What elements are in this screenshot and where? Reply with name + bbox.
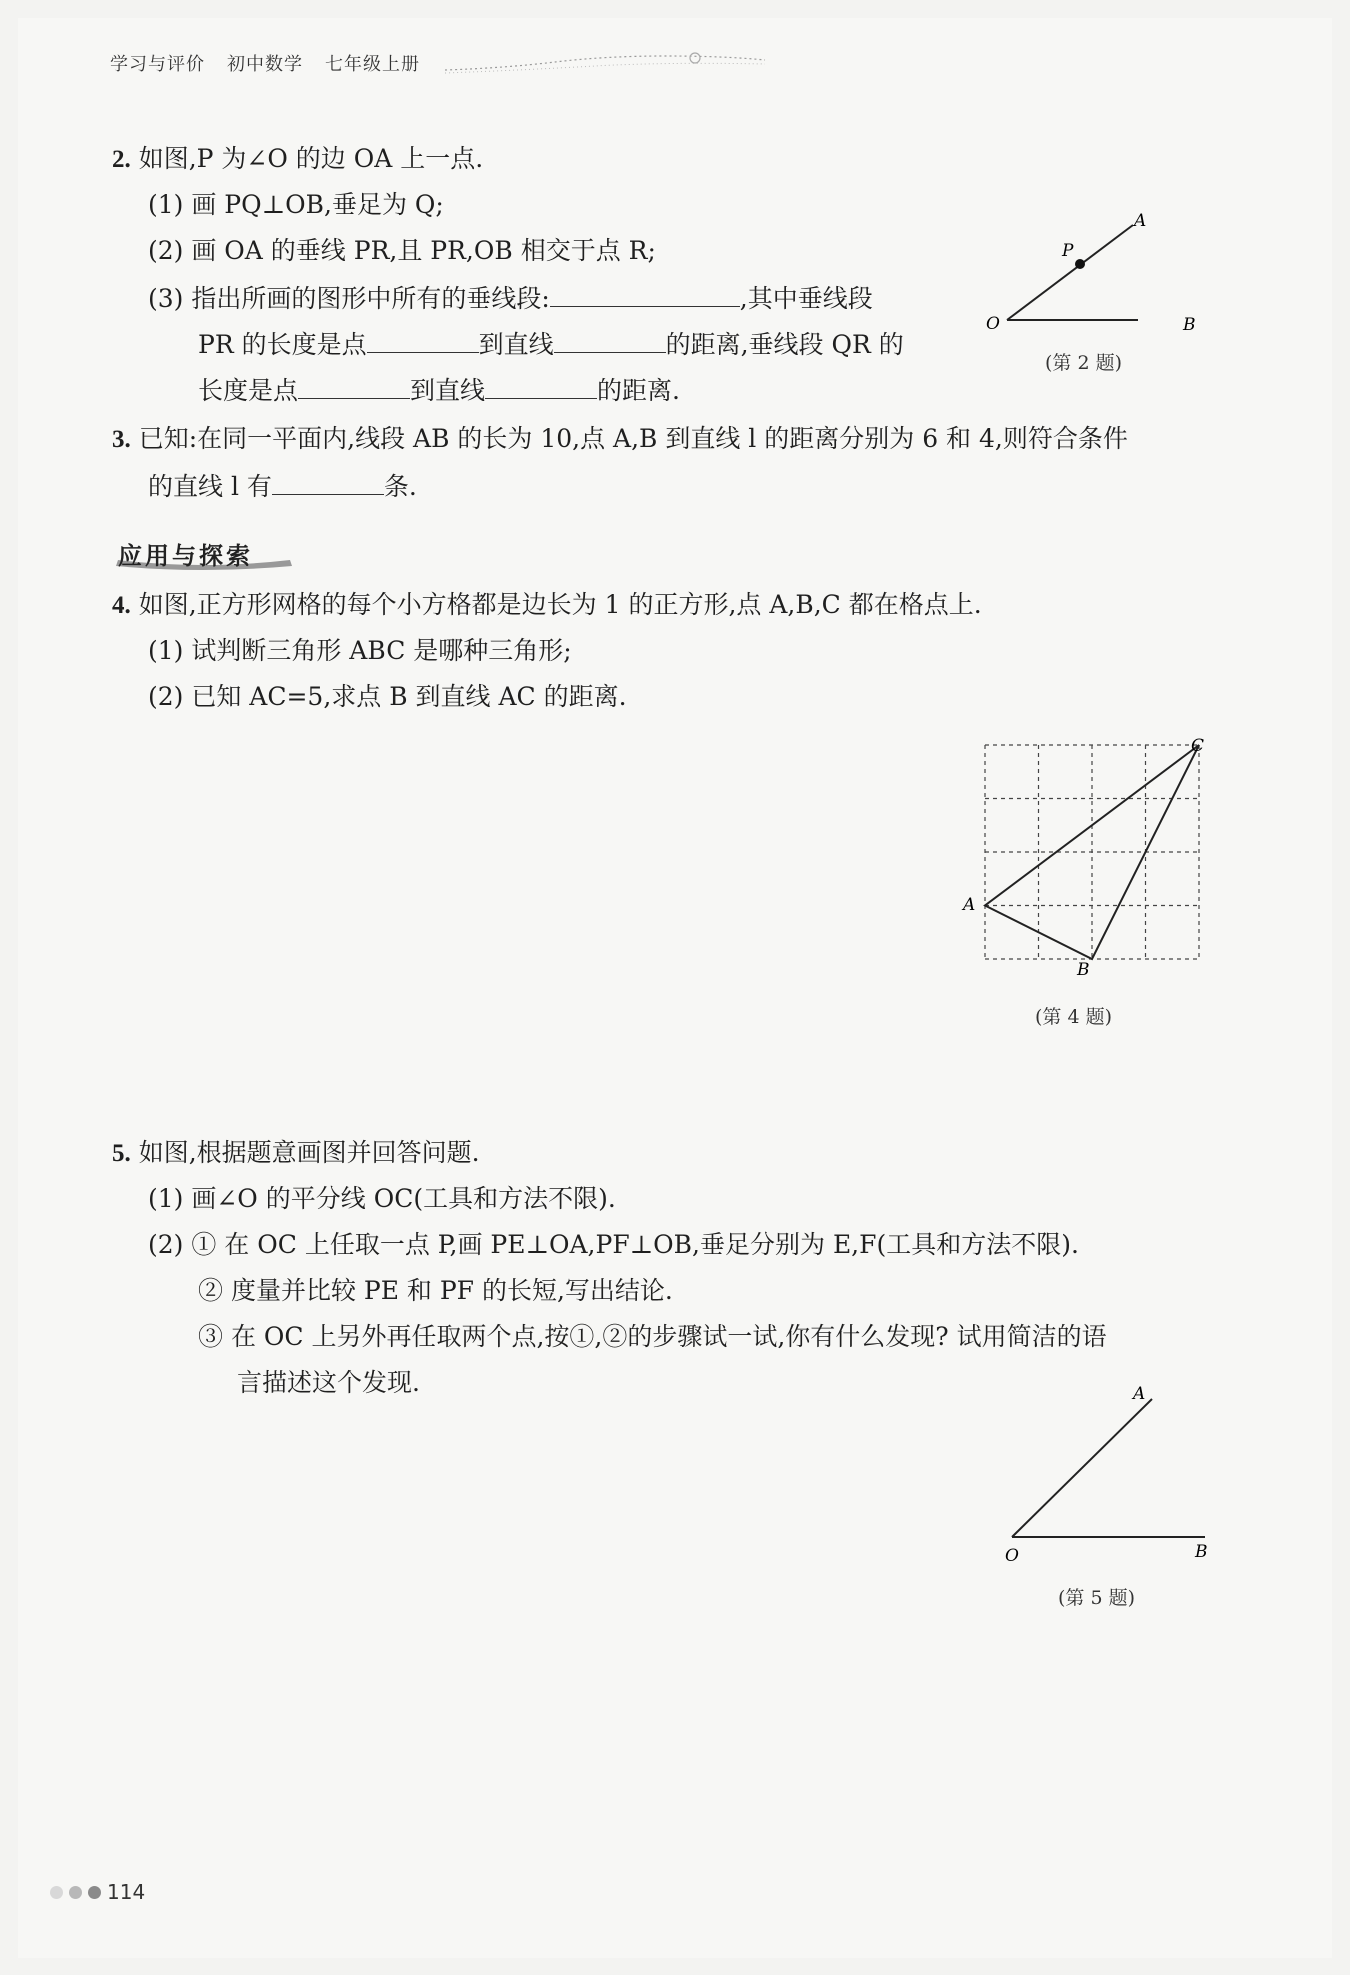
q2-part3-text-h: 的距离. — [597, 376, 680, 405]
q5-caption: (第 5 题) — [1058, 1587, 1135, 1609]
q2-part2: (2) 画 OA 的垂线 PR,且 PR,OB 相交于点 R; — [148, 236, 656, 265]
header-grade: 七年级上册 — [325, 54, 420, 75]
q4-part1: (1) 试判断三角形 ABC 是哪种三角形; — [148, 636, 572, 665]
q2-stem-line — [112, 142, 483, 177]
q3-text-2b: 条. — [383, 472, 417, 501]
q4-number: 4. — [112, 592, 131, 619]
q2-part3-text-g: 到直线 — [410, 376, 486, 405]
header-decoration — [445, 48, 765, 78]
header-subject: 初中数学 — [227, 54, 303, 75]
q2-stem: 如图,P 为∠O 的边 OA 上一点. — [138, 144, 484, 173]
label-p: P — [1062, 241, 1074, 261]
section-title-text: 应用与探索 — [118, 542, 253, 570]
q5-figure — [995, 1385, 1235, 1565]
q3-line1 — [112, 422, 1128, 457]
q2-part3-line3 — [198, 372, 680, 408]
q4-part2: (2) 已知 AC=5,求点 B 到直线 AC 的距离. — [148, 682, 627, 711]
label-b: B — [1183, 315, 1196, 335]
point-p — [1075, 259, 1085, 269]
q5-part2-3: ③ 在 OC 上另外再任取两个点,按①,②的步骤试一试,你有什么发现? 试用简洁的语 — [198, 1322, 1107, 1351]
q4-figure — [963, 735, 1215, 985]
label-b: B — [1077, 960, 1090, 980]
answer-blank[interactable] — [298, 372, 410, 399]
label-a: A — [1134, 211, 1147, 231]
q2-caption: (第 2 题) — [1045, 352, 1122, 374]
page-number: 114 — [107, 1880, 146, 1904]
q2-figure — [980, 210, 1220, 340]
running-header — [110, 48, 420, 78]
q2-part3-line1 — [148, 280, 873, 316]
label-c: C — [1191, 736, 1205, 756]
label-a: A — [963, 895, 976, 915]
q3-text-2a: 的直线 l 有 — [148, 472, 272, 501]
section-title — [112, 530, 297, 570]
label-o: O — [1005, 1546, 1019, 1566]
answer-blank[interactable] — [485, 372, 597, 399]
q2-part3-line2 — [198, 326, 904, 362]
q2-part1: (1) 画 PQ⊥OB,垂足为 Q; — [148, 190, 444, 219]
q2-part3-text-b: ,其中垂线段 — [739, 284, 873, 313]
q5-part2-4: 言描述这个发现. — [237, 1368, 420, 1397]
answer-blank[interactable] — [550, 280, 740, 307]
q3-text-1: 已知:在同一平面内,线段 AB 的长为 10,点 A,B 到直线 l 的距离分别为 6 和 4,则符合条件 — [138, 424, 1128, 453]
q5-number: 5. — [112, 1140, 131, 1167]
header-book: 学习与评价 — [110, 54, 205, 75]
q5-part1: (1) 画∠O 的平分线 OC(工具和方法不限). — [148, 1184, 616, 1213]
q4-stem: 如图,正方形网格的每个小方格都是边长为 1 的正方形,点 A,B,C 都在格点上. — [138, 590, 982, 619]
q5-part2-2: ② 度量并比较 PE 和 PF 的长短,写出结论. — [198, 1276, 673, 1305]
q5-part2-1: (2) ① 在 OC 上任取一点 P,画 PE⊥OA,PF⊥OB,垂足分别为 E,F(工具和方法不限). — [148, 1230, 1079, 1259]
q2-part3-text-d: 到直线 — [478, 330, 554, 359]
q5-stem: 如图,根据题意画图并回答问题. — [138, 1138, 480, 1167]
q3-line2 — [148, 468, 417, 504]
q4-stem-line — [112, 588, 982, 623]
footer-dot-icon — [50, 1886, 63, 1899]
ray-oa — [1007, 225, 1133, 320]
answer-blank[interactable] — [367, 326, 479, 353]
q4-caption: (第 4 题) — [1035, 1006, 1112, 1028]
ray-oa — [1012, 1399, 1152, 1537]
footer-dot-icon — [88, 1886, 101, 1899]
q2-part3-text-c: PR 的长度是点 — [198, 330, 367, 359]
q5-stem-line — [112, 1136, 480, 1171]
label-o: O — [986, 314, 1000, 334]
q2-part3-text-f: 长度是点 — [198, 376, 299, 405]
q2-part3-text-e: 的距离,垂线段 QR 的 — [665, 330, 904, 359]
label-a: A — [1133, 1384, 1146, 1404]
answer-blank[interactable] — [554, 326, 666, 353]
label-b: B — [1195, 1542, 1208, 1562]
answer-blank[interactable] — [272, 468, 384, 495]
q3-number: 3. — [112, 426, 131, 453]
q2-number: 2. — [112, 146, 131, 173]
page-footer — [50, 1880, 145, 1904]
footer-dot-icon — [69, 1886, 82, 1899]
q2-part3-text-a: (3) 指出所画的图形中所有的垂线段: — [148, 284, 550, 313]
